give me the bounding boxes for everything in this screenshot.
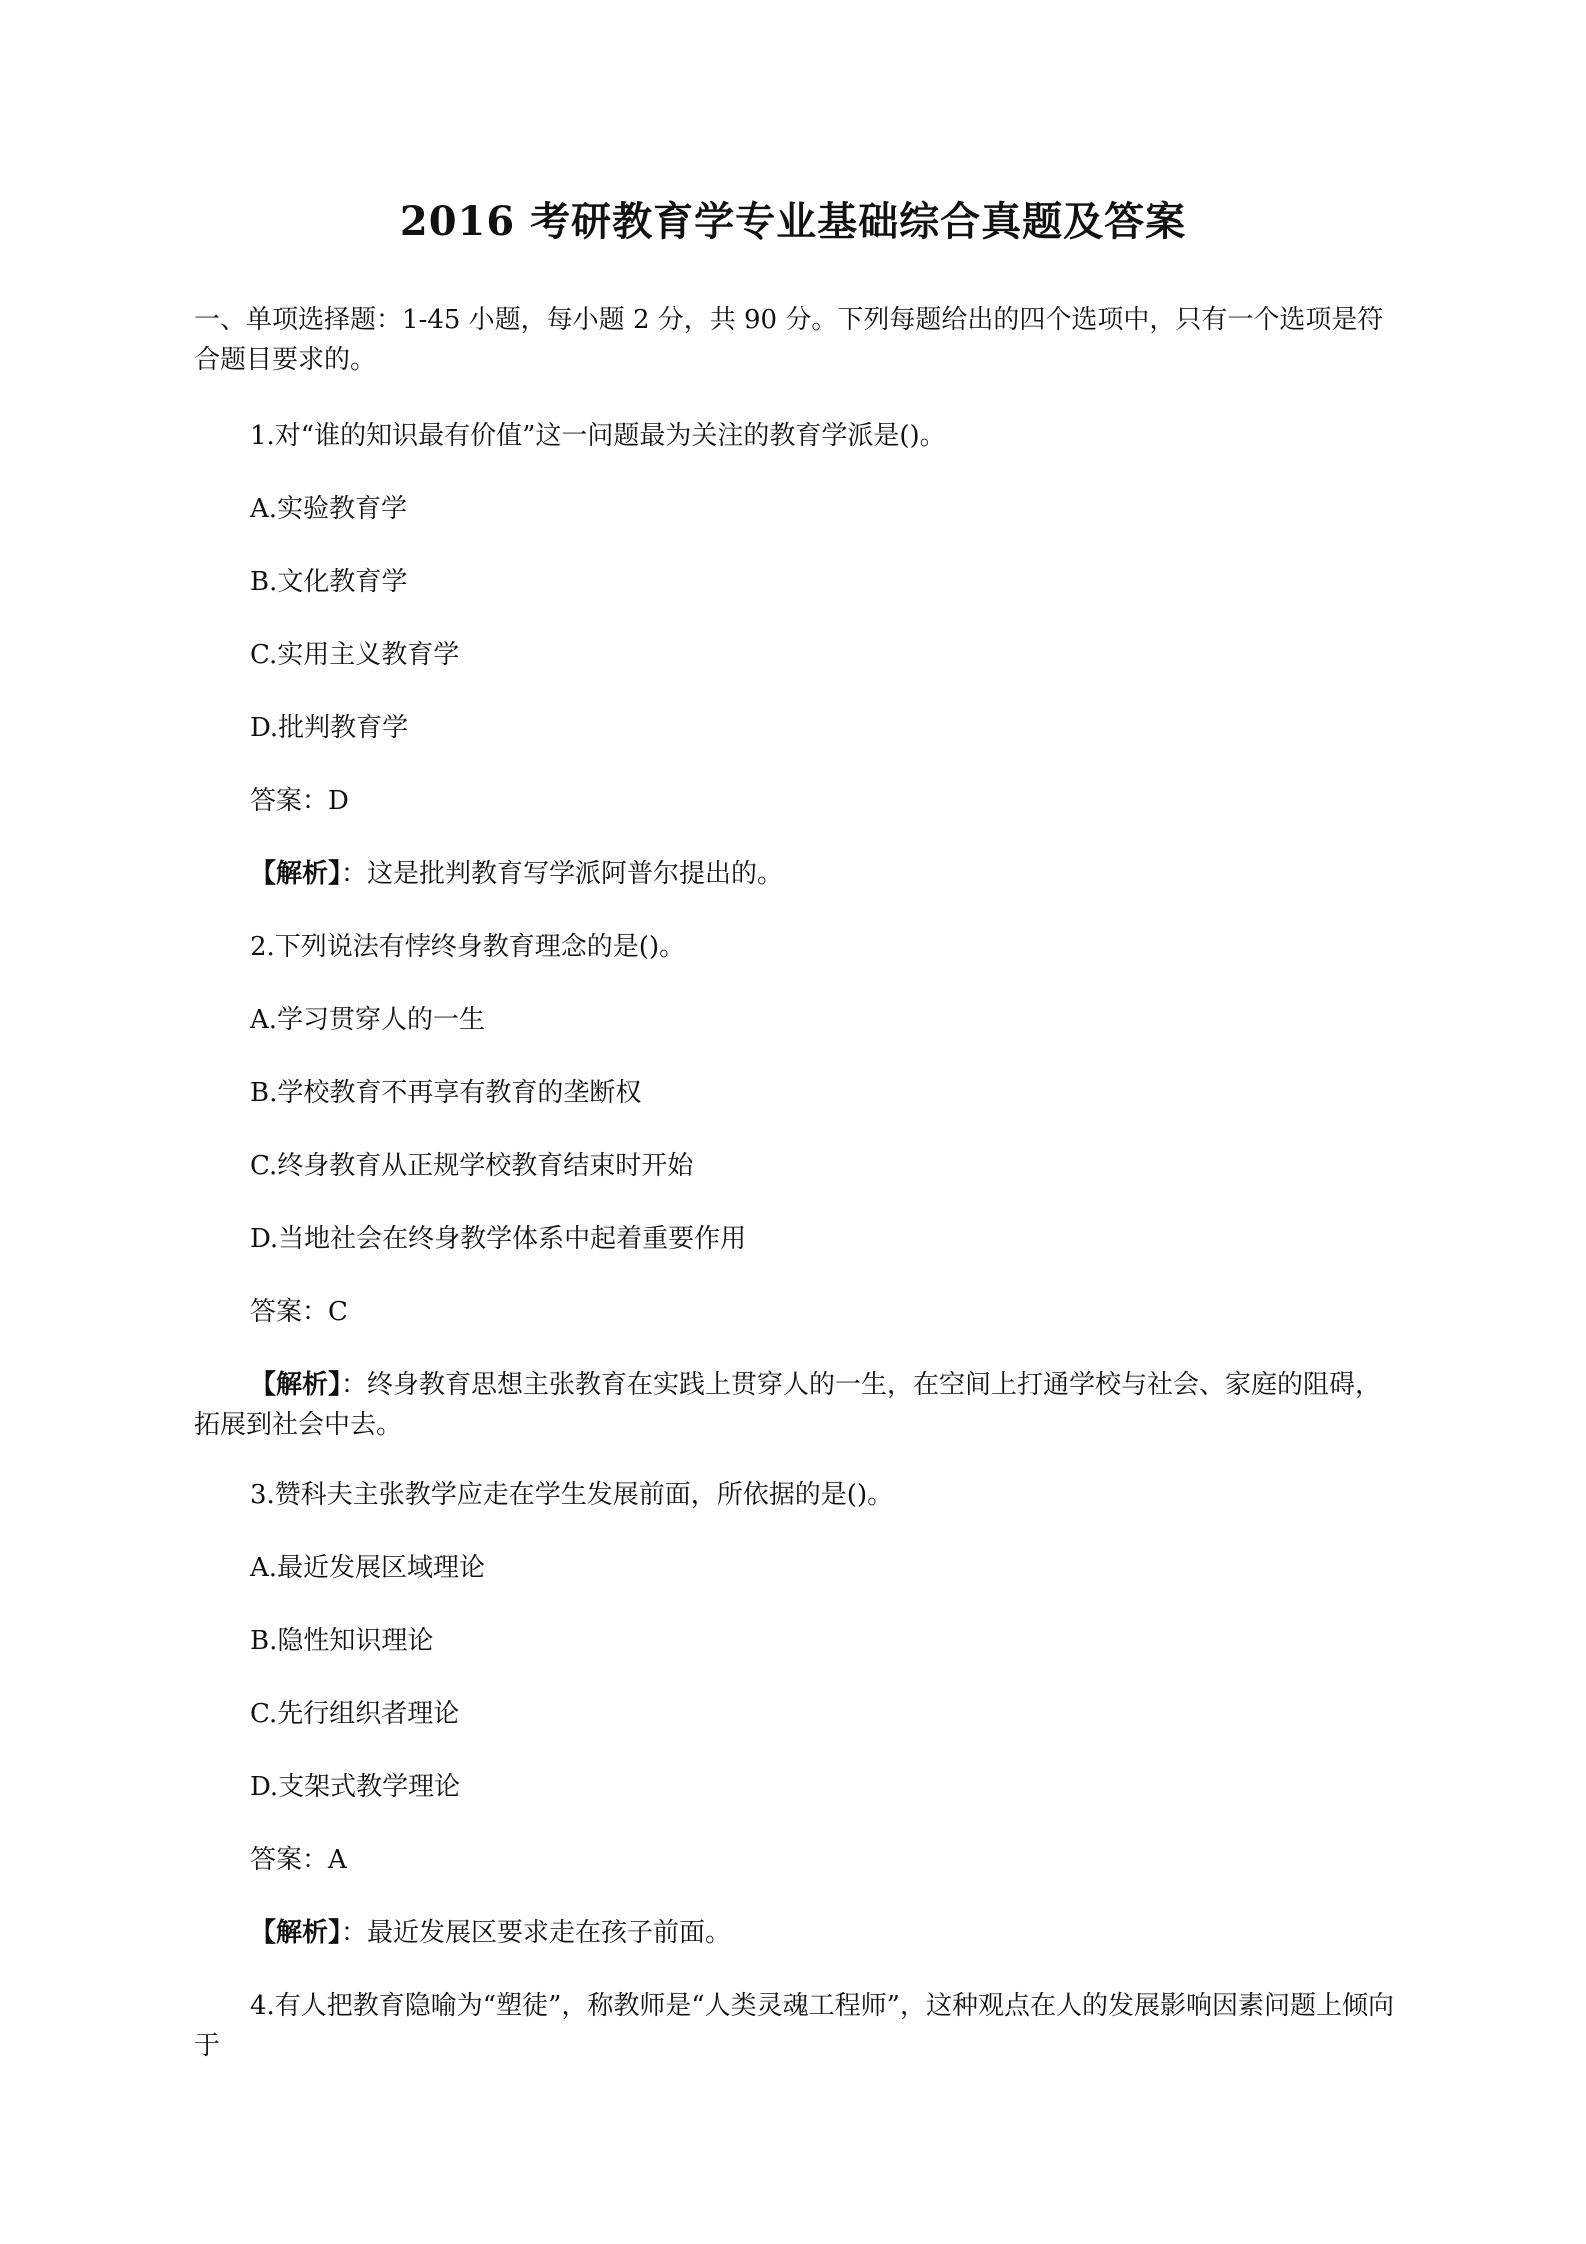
question-2-analysis <box>194 1365 1394 1445</box>
question-1-stem: 1.对“谁的知识最有价值”这一问题最为关注的教育学派是()。 <box>250 421 946 451</box>
question-1-option-c: C.实用主义教育学 <box>250 640 460 670</box>
section-intro: 一、单项选择题：1-45 小题，每小题 2 分，共 90 分。下列每题给出的四个选项中，只有一个选项是符合题目要求的。 <box>194 305 1384 375</box>
question-3-option-c: C.先行组织者理论 <box>250 1699 460 1729</box>
analysis-label: 【解析】 <box>250 1370 342 1400</box>
question-2-option-a: A.学习贯穿人的一生 <box>250 1005 486 1035</box>
question-4-stem: 4.有人把教育隐喻为“塑徒”，称教师是“人类灵魂工程师”，这种观点在人的发展影响因素问题上倾向于 <box>194 1991 1394 2061</box>
analysis-label: 【解析】 <box>250 859 342 889</box>
analysis-text: ：终身教育思想主张教育在实践上贯穿人的一生，在空间上打通学校与社会、家庭的阻碍，拓展到社会中去。 <box>194 1370 1382 1440</box>
question-3-analysis <box>250 1913 731 1953</box>
question-2-answer: 答案：C <box>250 1297 348 1327</box>
question-3-answer: 答案：A <box>250 1845 347 1875</box>
question-1-option-b: B.文化教育学 <box>250 567 408 597</box>
question-2-option-c: C.终身教育从正规学校教育结束时开始 <box>250 1151 694 1181</box>
question-1-analysis <box>250 854 783 894</box>
question-3-option-d: D.支架式教学理论 <box>250 1772 461 1802</box>
question-2-option-d: D.当地社会在终身教学体系中起着重要作用 <box>250 1224 747 1254</box>
question-3-option-b: B.隐性知识理论 <box>250 1626 434 1656</box>
analysis-text: ：最近发展区要求走在孩子前面。 <box>341 1918 732 1948</box>
question-2-option-b: B.学校教育不再享有教育的垄断权 <box>250 1078 642 1108</box>
analysis-text: ：这是批判教育写学派阿普尔提出的。 <box>341 859 784 889</box>
question-2-stem: 2.下列说法有悖终身教育理念的是()。 <box>250 932 686 962</box>
question-1-option-d: D.批判教育学 <box>250 713 409 743</box>
question-1-option-a: A.实验教育学 <box>250 494 408 524</box>
question-3-option-a: A.最近发展区域理论 <box>250 1553 486 1583</box>
analysis-label: 【解析】 <box>250 1918 342 1948</box>
document-title: 2016 考研教育学专业基础综合真题及答案 <box>399 198 1187 245</box>
question-1-answer: 答案：D <box>250 786 349 816</box>
question-3-stem: 3.赞科夫主张教学应走在学生发展前面，所依据的是()。 <box>250 1480 894 1510</box>
